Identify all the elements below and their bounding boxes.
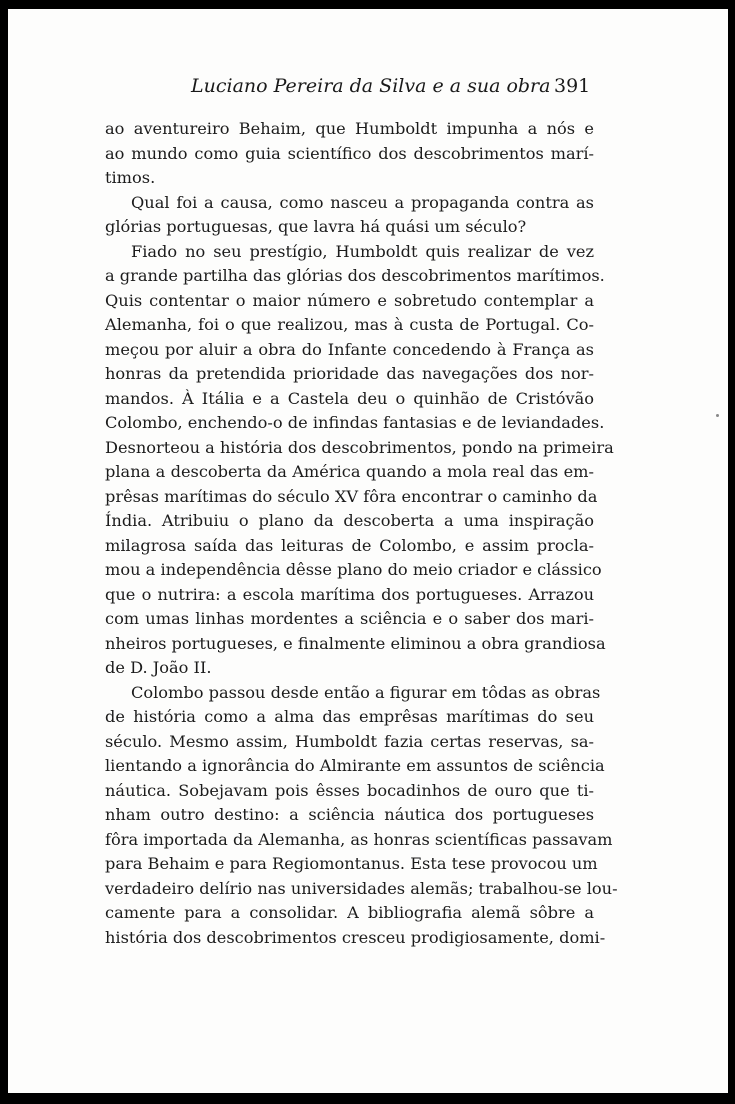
text-line: nheiros portugueses, e finalmente eliminou a obra grandiosa — [105, 633, 606, 653]
text-line: de D. João II. — [105, 658, 212, 677]
text-line: Qual foi a causa, como nasceu a propaganda contra as — [131, 192, 594, 212]
text-line: verdadeiro delírio nas universidades alemãs; trabalhou-se lou- — [105, 878, 618, 898]
text-line: Colombo passou desde então a figurar em tôdas as obras — [131, 682, 601, 702]
text-line: para Behaim e para Regiomontanus. Esta tese provocou um — [105, 854, 598, 873]
text-line: meçou por aluir a obra do Infante concedendo à França as — [105, 339, 594, 359]
text-line: Alemanha, foi o que realizou, mas à custa de Portugal. Co- — [105, 315, 594, 334]
page-header — [8, 75, 728, 105]
page — [8, 9, 728, 1093]
body-text — [105, 117, 618, 950]
text-line: camente para a consolidar. A bibliografia alemã sôbre a — [105, 903, 594, 922]
text-line: glórias portuguesas, que lavra há quási um século? — [105, 217, 527, 236]
running-title: Luciano Pereira da Silva e a sua obra — [191, 75, 551, 97]
text-line: fôra importada da Alemanha, as honras scientíficas passavam — [105, 829, 613, 849]
text-line: prêsas marítimas do século XV fôra encontrar o caminho da — [105, 486, 598, 506]
text-line: de história como a alma das emprêsas marítimas do seu — [105, 707, 594, 726]
text-line: Índia. Atribuiu o plano da descoberta a uma inspiração — [105, 511, 594, 530]
text-line: timos. — [105, 168, 156, 187]
text-line: século. Mesmo assim, Humboldt fazia certas reservas, sa- — [105, 731, 594, 751]
text-line: milagrosa saída das leituras de Colombo, e assim procla- — [105, 535, 594, 555]
page-number: 391 — [554, 75, 591, 97]
text-line: mandos. À Itália e a Castela deu o quinhão de Cristóvão — [105, 388, 594, 408]
text-line: náutica. Sobejavam pois êsses bocadinhos de ouro que ti- — [105, 780, 594, 800]
text-line: nham outro destino: a sciência náutica dos portugueses — [105, 805, 594, 824]
text-line: a grande partilha das glórias dos descobrimentos marítimos. — [105, 266, 605, 285]
text-line: ao mundo como guia scientífico dos descobrimentos marí- — [105, 143, 594, 163]
text-line: Fiado no seu prestígio, Humboldt quis realizar de vez — [131, 241, 594, 261]
text-line: mou a independência dêsse plano do meio criador e clássico — [105, 560, 602, 579]
text-line: com umas linhas mordentes a sciência e o saber dos mari- — [105, 609, 594, 628]
paper-speck — [716, 414, 719, 417]
text-line: Desnorteou a história dos descobrimentos, pondo na primeira — [105, 437, 614, 457]
text-line: lientando a ignorância do Almirante em assuntos de sciência — [105, 756, 605, 775]
text-line: plana a descoberta da América quando a mola real das em- — [105, 462, 594, 481]
text-line: história dos descobrimentos cresceu prodigiosamente, domi- — [105, 927, 606, 947]
text-line: honras da pretendida prioridade das navegações dos nor- — [105, 364, 594, 383]
text-line: Colombo, enchendo-o de infindas fantasias e de leviandades. — [105, 413, 605, 432]
text-line: ao aventureiro Behaim, que Humboldt impunha a nós e — [105, 119, 594, 138]
text-line: Quis contentar o maior número e sobretudo contemplar a — [105, 290, 594, 310]
text-line: que o nutrira: a escola marítima dos portugueses. Arrazou — [105, 584, 594, 604]
